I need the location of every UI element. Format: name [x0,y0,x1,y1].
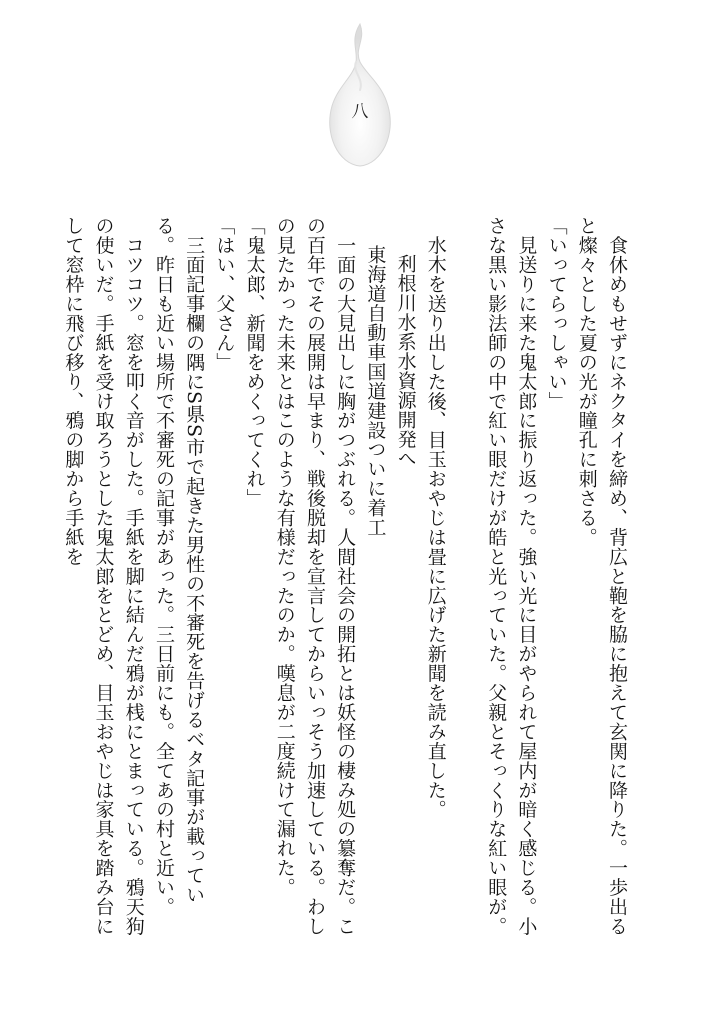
paragraph: 食休めもせずにネクタイを締め、背広と鞄を脇に抱えて玄関に降りた。一歩出ると燦々とした夏の光が瞳孔に刺さる。 [575,216,628,936]
paragraph: 三面記事欄の隅にS県S市で起きた男性の不審死を告げるベタ記事が載っている。昨日も近い場所で不審死の記事があった。三日前にも。全てあの村と近い。 [152,216,206,917]
dialogue-line: 「いってらっしゃい」 [545,216,568,411]
chapter-number: 八 [351,102,369,122]
paragraph: 一面の大見出しに胸がつぶれる。人間社会の開拓とは妖怪の棲み処の簒奪だ。この百年でその展開は早まり、戦後脱却を宣言してからいっそう加速している。わしの見たかった未来とはこのような有様だったのか。嘆息が二度続けて漏れた。 [273,216,357,936]
hitodama-flame-icon [320,18,400,178]
headline: 利根川水系水資源開発へ [394,254,417,468]
paragraph: 水木を送り出した後、目玉おやじは畳に広げた新聞を読み直した。 [424,216,447,819]
novel-body-text [62,216,632,936]
paragraph: 見送りに来た鬼太郎に振り返った。強い光に目がやられて屋内が暗く感じる。小さな黒い影法師の中で紅い眼だけが皓と光っていた。父親とそっくりな紅い眼が。 [485,216,538,936]
headline: 東海道自動車国道建設ついに着工 [364,244,387,537]
blank-line [451,216,481,936]
paragraph: コツコツ。窓を叩く音がした。手紙を脚に結んだ鴉が桟にとまっている。鴉天狗の使いだ。手紙を受け取ろうとした鬼太郎をとどめ、目玉おやじは家具を踏み台にして窓枠に飛び移り、鴉の脚から手紙を [62,216,145,936]
dialogue-line: 「鬼太郎、新聞をめくってくれ」 [243,216,266,508]
dialogue-line: 「はい、父さん」 [213,216,236,372]
